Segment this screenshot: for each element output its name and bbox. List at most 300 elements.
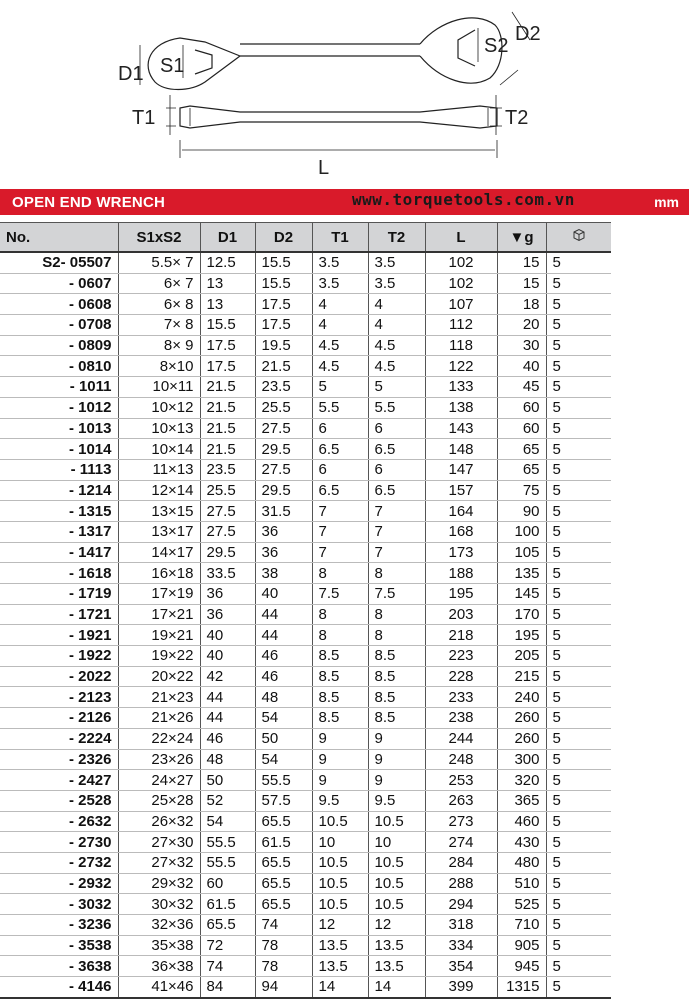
- cell-pack: 5: [546, 728, 611, 749]
- cell-d2: 17.5: [255, 315, 312, 336]
- cell-t2: 4: [368, 294, 425, 315]
- cell-t1: 4.5: [312, 335, 368, 356]
- cell-l: 188: [425, 563, 497, 584]
- cell-weight: 905: [497, 935, 546, 956]
- table-row: [0, 501, 611, 522]
- cell-t2: 7: [368, 521, 425, 542]
- cell-no: - 1013: [0, 418, 118, 439]
- cell-t1: 9.5: [312, 790, 368, 811]
- label-t1: T1: [132, 107, 156, 129]
- cell-t2: 8.5: [368, 646, 425, 667]
- cell-pack: 5: [546, 397, 611, 418]
- cell-no: - 0708: [0, 315, 118, 336]
- cell-weight: 65: [497, 439, 546, 460]
- cell-pack: 5: [546, 521, 611, 542]
- cell-pack: 5: [546, 977, 611, 998]
- cell-t2: 3.5: [368, 273, 425, 294]
- cell-l: 148: [425, 439, 497, 460]
- cell-l: 334: [425, 935, 497, 956]
- cell-l: 102: [425, 273, 497, 294]
- cell-d2: 44: [255, 604, 312, 625]
- cell-weight: 430: [497, 832, 546, 853]
- cell-d1: 27.5: [200, 521, 255, 542]
- cell-d2: 46: [255, 666, 312, 687]
- cell-t2: 6.5: [368, 480, 425, 501]
- cell-t1: 6.5: [312, 439, 368, 460]
- table-row: [0, 728, 611, 749]
- cell-d1: 23.5: [200, 459, 255, 480]
- cell-no: - 0809: [0, 335, 118, 356]
- cell-weight: 105: [497, 542, 546, 563]
- cell-no: - 1012: [0, 397, 118, 418]
- cell-t2: 4.5: [368, 356, 425, 377]
- cell-no: - 1315: [0, 501, 118, 522]
- cell-d1: 46: [200, 728, 255, 749]
- cell-l: 157: [425, 480, 497, 501]
- cell-t2: 6: [368, 459, 425, 480]
- cell-t2: 4: [368, 315, 425, 336]
- cell-no: - 1922: [0, 646, 118, 667]
- cell-weight: 75: [497, 480, 546, 501]
- label-t2: T2: [505, 107, 529, 129]
- cell-d1: 12.5: [200, 252, 255, 273]
- table-row: [0, 584, 611, 605]
- cell-d2: 54: [255, 749, 312, 770]
- cell-d1: 36: [200, 604, 255, 625]
- cell-t1: 7: [312, 501, 368, 522]
- cell-l: 168: [425, 521, 497, 542]
- cell-d1: 44: [200, 687, 255, 708]
- cell-t2: 8: [368, 604, 425, 625]
- cell-d2: 23.5: [255, 377, 312, 398]
- label-s2: S2: [484, 35, 509, 57]
- cell-weight: 365: [497, 790, 546, 811]
- cell-no: - 2427: [0, 770, 118, 791]
- cell-l: 318: [425, 915, 497, 936]
- cell-no: - 0810: [0, 356, 118, 377]
- cell-t2: 12: [368, 915, 425, 936]
- cell-d2: 40: [255, 584, 312, 605]
- cell-pack: 5: [546, 770, 611, 791]
- cell-weight: 1315: [497, 977, 546, 998]
- cell-d2: 19.5: [255, 335, 312, 356]
- cell-pack: 5: [546, 935, 611, 956]
- cell-l: 238: [425, 708, 497, 729]
- cell-pack: 5: [546, 790, 611, 811]
- cell-pack: 5: [546, 749, 611, 770]
- cell-s1xs2: 6× 7: [118, 273, 200, 294]
- spec-table-wrap: [0, 222, 689, 999]
- cell-t2: 13.5: [368, 935, 425, 956]
- table-row: [0, 273, 611, 294]
- cell-l: 133: [425, 377, 497, 398]
- cell-pack: 5: [546, 915, 611, 936]
- cell-s1xs2: 10×14: [118, 439, 200, 460]
- cell-t2: 8: [368, 563, 425, 584]
- cell-d1: 13: [200, 273, 255, 294]
- table-row: [0, 749, 611, 770]
- cell-weight: 205: [497, 646, 546, 667]
- cell-t1: 5.5: [312, 397, 368, 418]
- cell-no: - 2732: [0, 852, 118, 873]
- cell-pack: 5: [546, 501, 611, 522]
- cell-no: - 2326: [0, 749, 118, 770]
- label-s1: S1: [160, 55, 185, 77]
- cell-d1: 60: [200, 873, 255, 894]
- table-row: [0, 666, 611, 687]
- cell-d1: 17.5: [200, 356, 255, 377]
- cell-t1: 9: [312, 770, 368, 791]
- cell-t1: 8.5: [312, 646, 368, 667]
- section-banner: [0, 189, 689, 215]
- label-l: L: [318, 157, 330, 179]
- cell-t2: 5.5: [368, 397, 425, 418]
- cell-s1xs2: 26×32: [118, 811, 200, 832]
- cell-weight: 45: [497, 377, 546, 398]
- cell-d1: 25.5: [200, 480, 255, 501]
- table-row: [0, 542, 611, 563]
- cell-t1: 10.5: [312, 873, 368, 894]
- cell-t2: 9: [368, 728, 425, 749]
- col-header-d1: D1: [200, 223, 255, 253]
- cell-l: 233: [425, 687, 497, 708]
- cell-d2: 38: [255, 563, 312, 584]
- cell-t1: 8.5: [312, 687, 368, 708]
- cell-d2: 36: [255, 521, 312, 542]
- cell-d2: 61.5: [255, 832, 312, 853]
- cell-s1xs2: 19×22: [118, 646, 200, 667]
- cell-d2: 48: [255, 687, 312, 708]
- cell-l: 288: [425, 873, 497, 894]
- cell-d1: 42: [200, 666, 255, 687]
- cell-l: 112: [425, 315, 497, 336]
- cell-weight: 260: [497, 708, 546, 729]
- cell-s1xs2: 25×28: [118, 790, 200, 811]
- table-row: [0, 790, 611, 811]
- cell-s1xs2: 22×24: [118, 728, 200, 749]
- cell-pack: 5: [546, 811, 611, 832]
- cell-t2: 8.5: [368, 687, 425, 708]
- cell-no: - 3032: [0, 894, 118, 915]
- cell-no: - 2932: [0, 873, 118, 894]
- cell-d1: 21.5: [200, 418, 255, 439]
- cell-s1xs2: 7× 8: [118, 315, 200, 336]
- cell-t1: 14: [312, 977, 368, 998]
- cell-d2: 15.5: [255, 252, 312, 273]
- cell-t1: 4: [312, 315, 368, 336]
- table-row: [0, 873, 611, 894]
- table-body: [0, 252, 611, 998]
- cell-t1: 10.5: [312, 852, 368, 873]
- cell-d1: 44: [200, 708, 255, 729]
- cell-t1: 6.5: [312, 480, 368, 501]
- wrench-diagram: [0, 0, 689, 185]
- cell-d1: 27.5: [200, 501, 255, 522]
- cell-l: 294: [425, 894, 497, 915]
- cell-weight: 40: [497, 356, 546, 377]
- cell-d1: 36: [200, 584, 255, 605]
- cell-weight: 60: [497, 418, 546, 439]
- cell-t2: 10: [368, 832, 425, 853]
- cell-d1: 72: [200, 935, 255, 956]
- cell-s1xs2: 11×13: [118, 459, 200, 480]
- cell-weight: 320: [497, 770, 546, 791]
- cell-l: 102: [425, 252, 497, 273]
- table-row: [0, 687, 611, 708]
- cell-d1: 50: [200, 770, 255, 791]
- col-header-d2: D2: [255, 223, 312, 253]
- cell-l: 107: [425, 294, 497, 315]
- cell-weight: 15: [497, 273, 546, 294]
- cell-d2: 36: [255, 542, 312, 563]
- cell-s1xs2: 16×18: [118, 563, 200, 584]
- table-row: [0, 894, 611, 915]
- cell-pack: 5: [546, 604, 611, 625]
- box-icon: [572, 228, 586, 242]
- cell-weight: 18: [497, 294, 546, 315]
- table-row: [0, 480, 611, 501]
- cell-d1: 54: [200, 811, 255, 832]
- cell-no: - 3538: [0, 935, 118, 956]
- cell-d1: 40: [200, 646, 255, 667]
- cell-t1: 10: [312, 832, 368, 853]
- cell-no: - 0608: [0, 294, 118, 315]
- cell-d2: 50: [255, 728, 312, 749]
- cell-weight: 460: [497, 811, 546, 832]
- cell-weight: 30: [497, 335, 546, 356]
- cell-d1: 17.5: [200, 335, 255, 356]
- cell-no: - 1719: [0, 584, 118, 605]
- col-header-no: No.: [0, 223, 118, 253]
- cell-s1xs2: 8× 9: [118, 335, 200, 356]
- cell-t2: 10.5: [368, 873, 425, 894]
- cell-s1xs2: 13×15: [118, 501, 200, 522]
- cell-t1: 6: [312, 418, 368, 439]
- cell-t1: 4.5: [312, 356, 368, 377]
- cell-d1: 55.5: [200, 852, 255, 873]
- cell-l: 248: [425, 749, 497, 770]
- cell-weight: 480: [497, 852, 546, 873]
- cell-no: - 2730: [0, 832, 118, 853]
- cell-t1: 5: [312, 377, 368, 398]
- cell-weight: 510: [497, 873, 546, 894]
- cell-s1xs2: 10×13: [118, 418, 200, 439]
- cell-weight: 215: [497, 666, 546, 687]
- cell-d2: 74: [255, 915, 312, 936]
- cell-no: - 2123: [0, 687, 118, 708]
- cell-d2: 57.5: [255, 790, 312, 811]
- cell-d1: 21.5: [200, 397, 255, 418]
- table-row: [0, 418, 611, 439]
- cell-d2: 29.5: [255, 480, 312, 501]
- cell-no: - 1921: [0, 625, 118, 646]
- cell-d1: 65.5: [200, 915, 255, 936]
- table-row: [0, 852, 611, 873]
- cell-weight: 15: [497, 252, 546, 273]
- cell-d1: 33.5: [200, 563, 255, 584]
- cell-t1: 8.5: [312, 666, 368, 687]
- cell-s1xs2: 21×26: [118, 708, 200, 729]
- weight-icon: ▼: [509, 228, 525, 246]
- cell-pack: 5: [546, 480, 611, 501]
- table-row: [0, 604, 611, 625]
- cell-no: - 1014: [0, 439, 118, 460]
- cell-d2: 55.5: [255, 770, 312, 791]
- cell-d2: 29.5: [255, 439, 312, 460]
- cell-no: - 3638: [0, 956, 118, 977]
- cell-t2: 9: [368, 770, 425, 791]
- cell-d1: 29.5: [200, 542, 255, 563]
- table-row: [0, 459, 611, 480]
- col-header-l: L: [425, 223, 497, 253]
- cell-l: 218: [425, 625, 497, 646]
- cell-no: S2- 05507: [0, 252, 118, 273]
- table-row: [0, 646, 611, 667]
- cell-t1: 13.5: [312, 935, 368, 956]
- cell-l: 284: [425, 852, 497, 873]
- cell-weight: 170: [497, 604, 546, 625]
- cell-l: 195: [425, 584, 497, 605]
- cell-t2: 7: [368, 501, 425, 522]
- cell-d2: 31.5: [255, 501, 312, 522]
- cell-t2: 3.5: [368, 252, 425, 273]
- cell-weight: 525: [497, 894, 546, 915]
- cell-pack: 5: [546, 377, 611, 398]
- cell-t2: 10.5: [368, 894, 425, 915]
- cell-l: 122: [425, 356, 497, 377]
- cell-pack: 5: [546, 459, 611, 480]
- cell-l: 354: [425, 956, 497, 977]
- cell-d1: 61.5: [200, 894, 255, 915]
- cell-pack: 5: [546, 439, 611, 460]
- cell-t1: 7: [312, 521, 368, 542]
- cell-d1: 55.5: [200, 832, 255, 853]
- cell-t1: 8.5: [312, 708, 368, 729]
- col-header-t2: T2: [368, 223, 425, 253]
- cell-t2: 13.5: [368, 956, 425, 977]
- cell-t2: 10.5: [368, 811, 425, 832]
- cell-t1: 8: [312, 604, 368, 625]
- cell-pack: 5: [546, 273, 611, 294]
- cell-pack: 5: [546, 852, 611, 873]
- cell-t1: 12: [312, 915, 368, 936]
- cell-l: 147: [425, 459, 497, 480]
- cell-d1: 40: [200, 625, 255, 646]
- cell-pack: 5: [546, 418, 611, 439]
- cell-d1: 21.5: [200, 377, 255, 398]
- section-title: OPEN END WRENCH: [12, 193, 166, 211]
- cell-no: - 2528: [0, 790, 118, 811]
- cell-weight: 710: [497, 915, 546, 936]
- cell-t1: 3.5: [312, 252, 368, 273]
- cell-no: - 1721: [0, 604, 118, 625]
- cell-s1xs2: 19×21: [118, 625, 200, 646]
- cell-d2: 65.5: [255, 894, 312, 915]
- cell-d1: 52: [200, 790, 255, 811]
- cell-s1xs2: 36×38: [118, 956, 200, 977]
- cell-pack: 5: [546, 708, 611, 729]
- cell-weight: 145: [497, 584, 546, 605]
- cell-weight: 195: [497, 625, 546, 646]
- unit-label: mm: [654, 194, 679, 210]
- cell-d2: 27.5: [255, 459, 312, 480]
- cell-s1xs2: 32×36: [118, 915, 200, 936]
- cell-pack: 5: [546, 542, 611, 563]
- cell-d1: 74: [200, 956, 255, 977]
- cell-s1xs2: 14×17: [118, 542, 200, 563]
- cell-l: 138: [425, 397, 497, 418]
- cell-d2: 65.5: [255, 811, 312, 832]
- cell-t2: 8.5: [368, 666, 425, 687]
- cell-no: - 0607: [0, 273, 118, 294]
- cell-l: 143: [425, 418, 497, 439]
- col-header-pack: [546, 223, 611, 253]
- cell-t1: 7.5: [312, 584, 368, 605]
- table-row: [0, 356, 611, 377]
- cell-d2: 15.5: [255, 273, 312, 294]
- table-row: [0, 625, 611, 646]
- table-row: [0, 811, 611, 832]
- cell-weight: 60: [497, 397, 546, 418]
- cell-weight: 300: [497, 749, 546, 770]
- cell-pack: 5: [546, 252, 611, 273]
- table-row: [0, 956, 611, 977]
- cell-s1xs2: 12×14: [118, 480, 200, 501]
- cell-d2: 44: [255, 625, 312, 646]
- cell-pack: 5: [546, 356, 611, 377]
- cell-d2: 78: [255, 935, 312, 956]
- label-d2: D2: [515, 23, 541, 45]
- cell-l: 274: [425, 832, 497, 853]
- cell-t1: 8: [312, 625, 368, 646]
- cell-no: - 1113: [0, 459, 118, 480]
- cell-t2: 7.5: [368, 584, 425, 605]
- cell-t1: 4: [312, 294, 368, 315]
- cell-weight: 945: [497, 956, 546, 977]
- cell-weight: 20: [497, 315, 546, 336]
- table-row: [0, 521, 611, 542]
- cell-d2: 27.5: [255, 418, 312, 439]
- table-row: [0, 335, 611, 356]
- table-row: [0, 977, 611, 998]
- cell-t1: 13.5: [312, 956, 368, 977]
- table-row: [0, 294, 611, 315]
- cell-no: - 2126: [0, 708, 118, 729]
- cell-weight: 135: [497, 563, 546, 584]
- cell-pack: 5: [546, 687, 611, 708]
- table-row: [0, 708, 611, 729]
- cell-no: - 1417: [0, 542, 118, 563]
- cell-d2: 21.5: [255, 356, 312, 377]
- cell-l: 228: [425, 666, 497, 687]
- cell-t1: 8: [312, 563, 368, 584]
- table-row: [0, 439, 611, 460]
- cell-s1xs2: 35×38: [118, 935, 200, 956]
- cell-t1: 10.5: [312, 894, 368, 915]
- website-text: www.torquetools.com.vn: [352, 190, 575, 209]
- cell-weight: 240: [497, 687, 546, 708]
- cell-pack: 5: [546, 956, 611, 977]
- cell-s1xs2: 27×30: [118, 832, 200, 853]
- cell-s1xs2: 24×27: [118, 770, 200, 791]
- cell-pack: 5: [546, 294, 611, 315]
- cell-l: 253: [425, 770, 497, 791]
- cell-s1xs2: 41×46: [118, 977, 200, 998]
- cell-pack: 5: [546, 315, 611, 336]
- cell-pack: 5: [546, 666, 611, 687]
- cell-pack: 5: [546, 584, 611, 605]
- cell-s1xs2: 8×10: [118, 356, 200, 377]
